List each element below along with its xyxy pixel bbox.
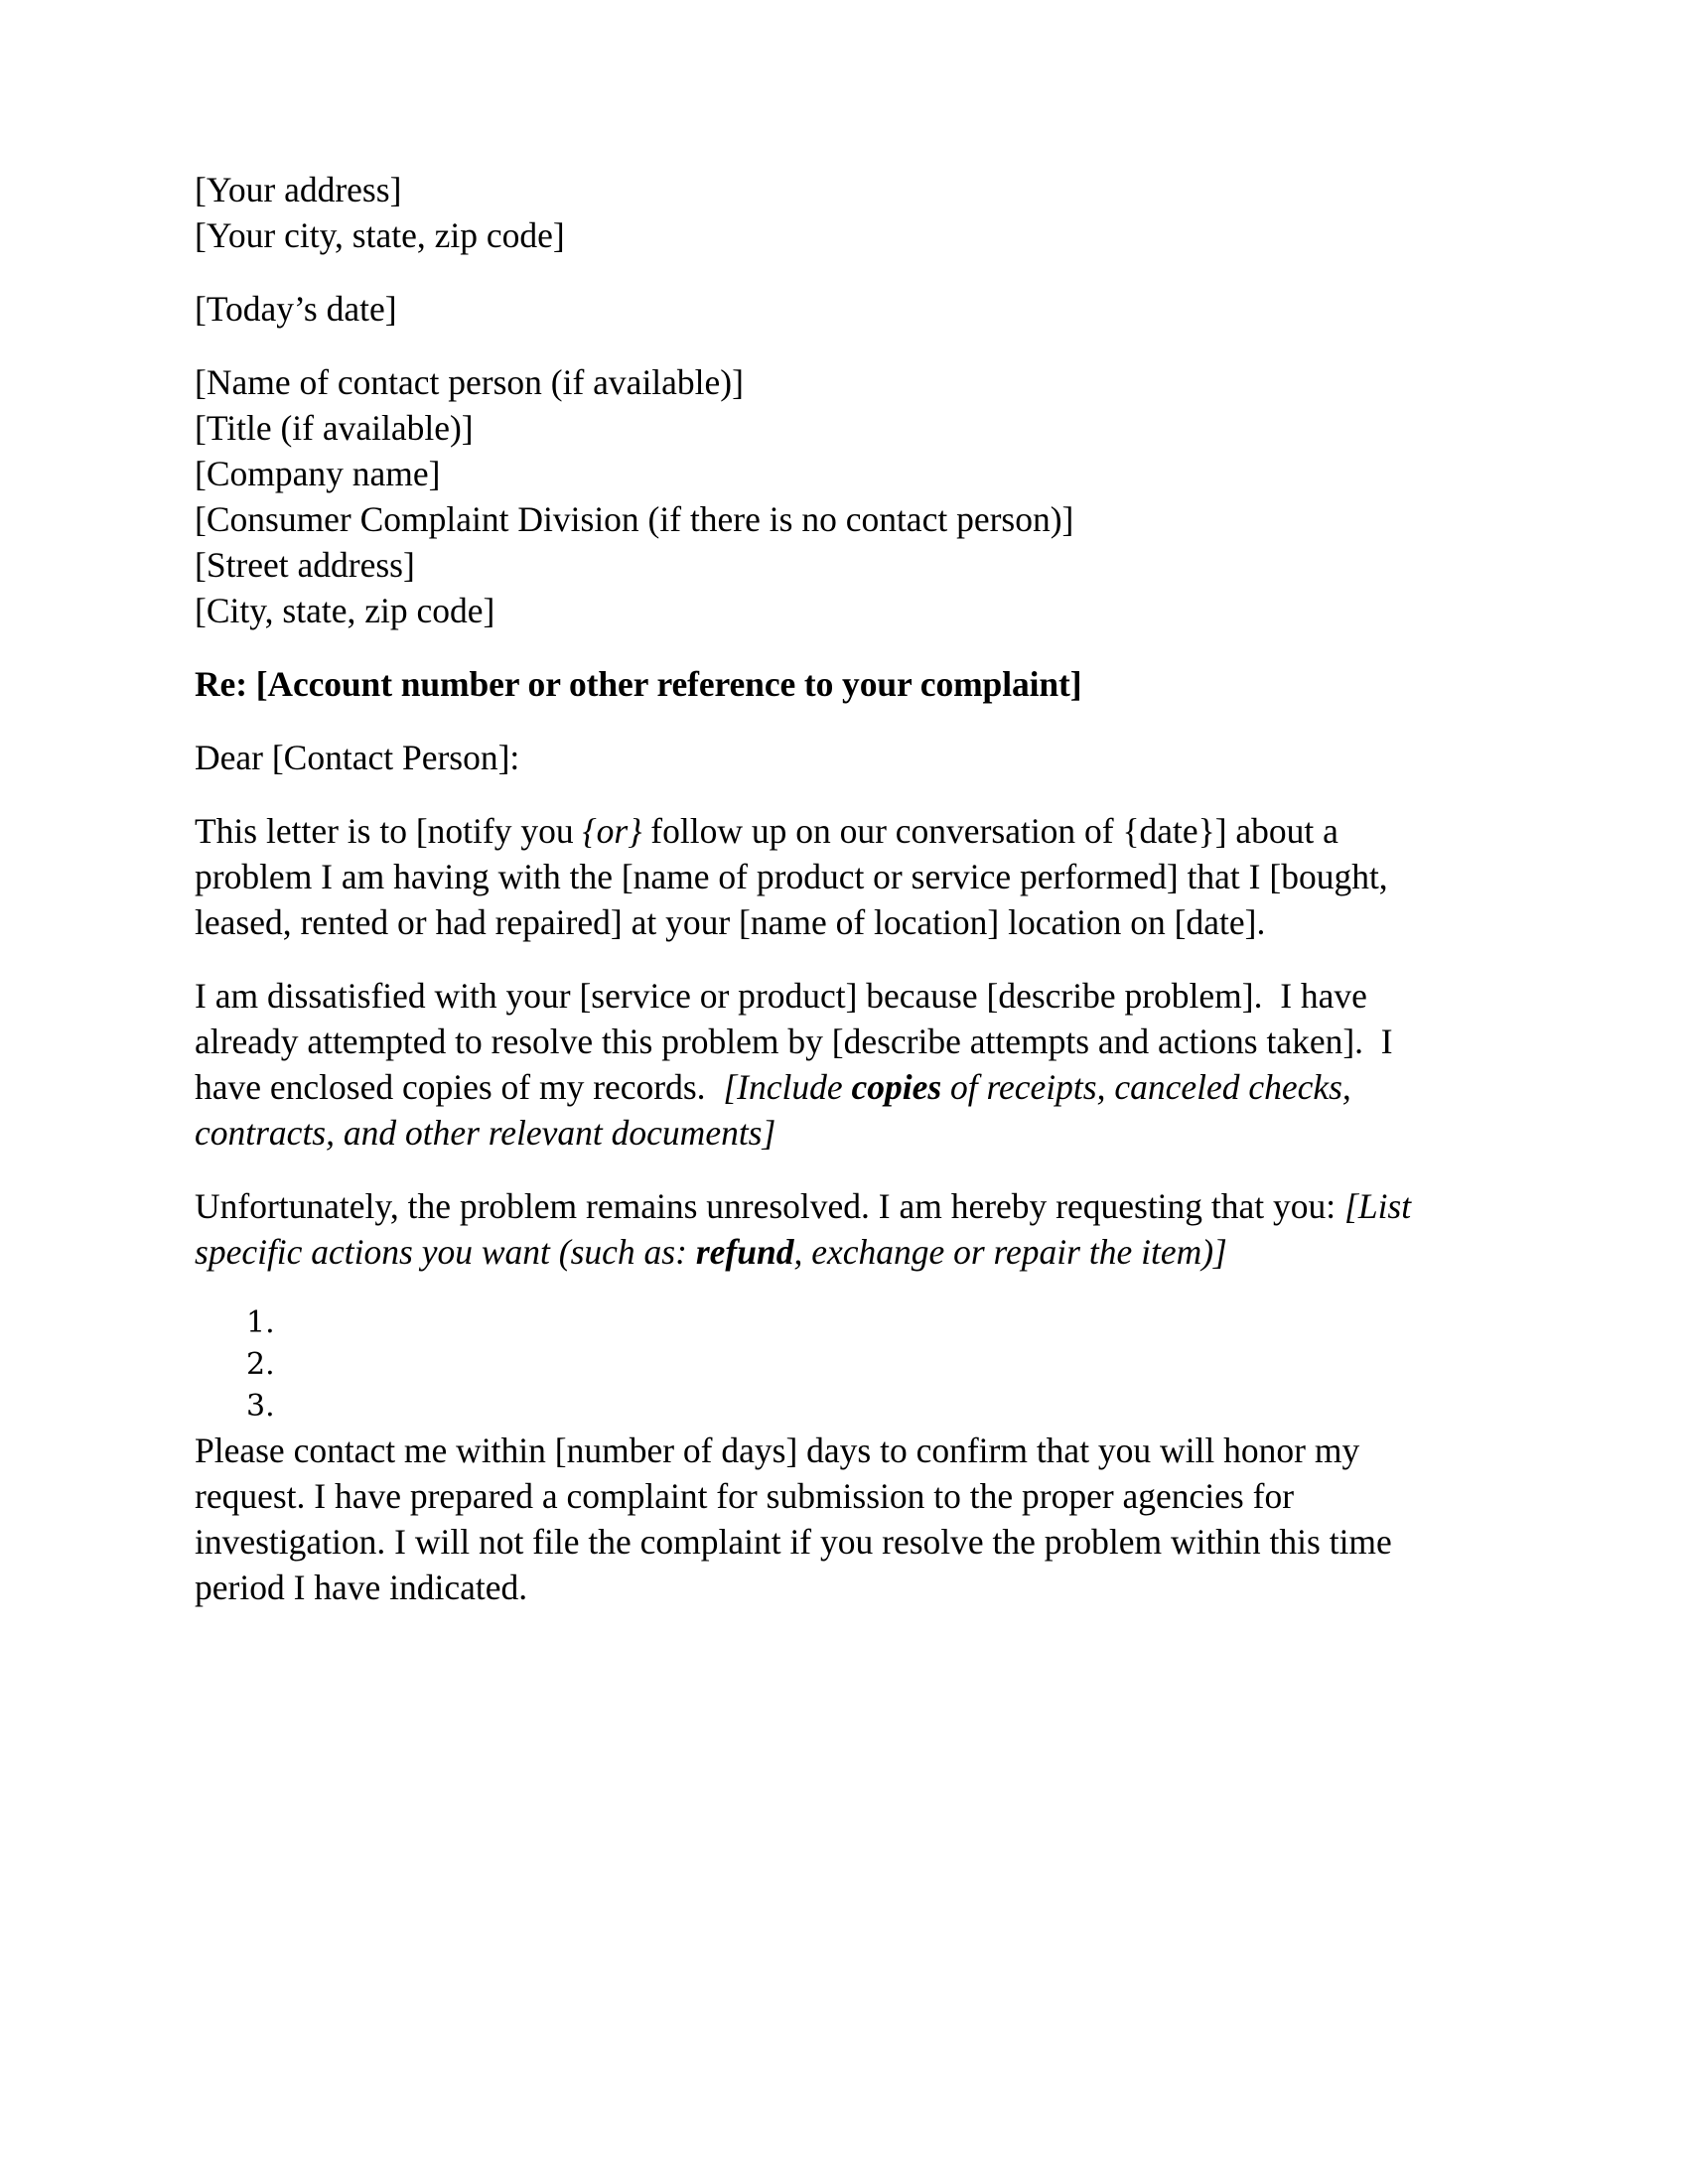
list-item: 2. xyxy=(246,1347,275,1382)
date-block xyxy=(195,286,1456,332)
paragraph-2-italic-2: of receipts, canceled checks, contracts, and other relevant documents] xyxy=(195,1067,1360,1153)
paragraph-2 xyxy=(195,973,1456,1156)
paragraph-2-bold-italic-copies: copies xyxy=(851,1067,942,1107)
paragraph-3 xyxy=(195,1183,1456,1275)
paragraph-4: Please contact me within [number of days] days to confirm that you will honor my request. I have prepared a complaint for submission to the proper agencies for investigation. I will not file the complaint if you resolve the problem within this time period I have indicated. xyxy=(195,1431,1401,1607)
recipient-address-line-4: [Consumer Complaint Division (if there is no contact person)] xyxy=(195,499,1074,539)
paragraph-2-italic-1: [Include xyxy=(723,1067,852,1107)
paragraph-3-part-1: Unfortunately, the problem remains unresolved. I am hereby requesting that you: xyxy=(195,1186,1345,1226)
paragraph-3-bold-italic-refund: refund xyxy=(695,1232,794,1272)
sender-address-block xyxy=(195,167,1456,258)
paragraph-1-part-1: This letter is to [notify you xyxy=(195,811,583,851)
salutation: Dear [Contact Person]: xyxy=(195,738,520,777)
recipient-address-line-6: [City, state, zip code] xyxy=(195,591,495,630)
recipient-address-line-2: [Title (if available)] xyxy=(195,408,474,448)
paragraph-1 xyxy=(195,808,1456,945)
date-line: [Today’s date] xyxy=(195,289,397,329)
list-item: 3. xyxy=(246,1389,275,1424)
recipient-address-line-3: [Company name] xyxy=(195,454,441,493)
paragraph-1-part-2: follow up on our conversation of {date}] about a problem I am having with the [name of product or service performed] that I [bought, leased, rented or had repaired] at your [name of location] location on [date]. xyxy=(195,811,1397,942)
requested-actions-list xyxy=(195,1302,1456,1428)
recipient-address-block xyxy=(195,359,1456,633)
recipient-address-line-5: [Street address] xyxy=(195,545,415,585)
paragraph-1-italic-1: {or} xyxy=(582,811,642,851)
list-item: 1. xyxy=(246,1305,275,1340)
recipient-address-line-1: [Name of contact person (if available)] xyxy=(195,362,744,402)
paragraph-3-italic-2: , exchange or repair the item)] xyxy=(793,1232,1227,1272)
sender-address-line-1: [Your address] xyxy=(195,170,402,209)
paragraph-2-part-1: I am dissatisfied with your [service or product] because [describe problem]. I have already attempted to resolve this problem by [describe attempts and actions taken]. I have enclosed copies of my records. xyxy=(195,976,1402,1107)
subject-line: Re: [Account number or other reference to your complaint] xyxy=(195,664,1082,704)
paragraph-3-italic-1: [List specific actions you want (such as: xyxy=(195,1186,1420,1272)
document-body xyxy=(195,167,1456,1610)
sender-address-line-2: [Your city, state, zip code] xyxy=(195,215,565,255)
